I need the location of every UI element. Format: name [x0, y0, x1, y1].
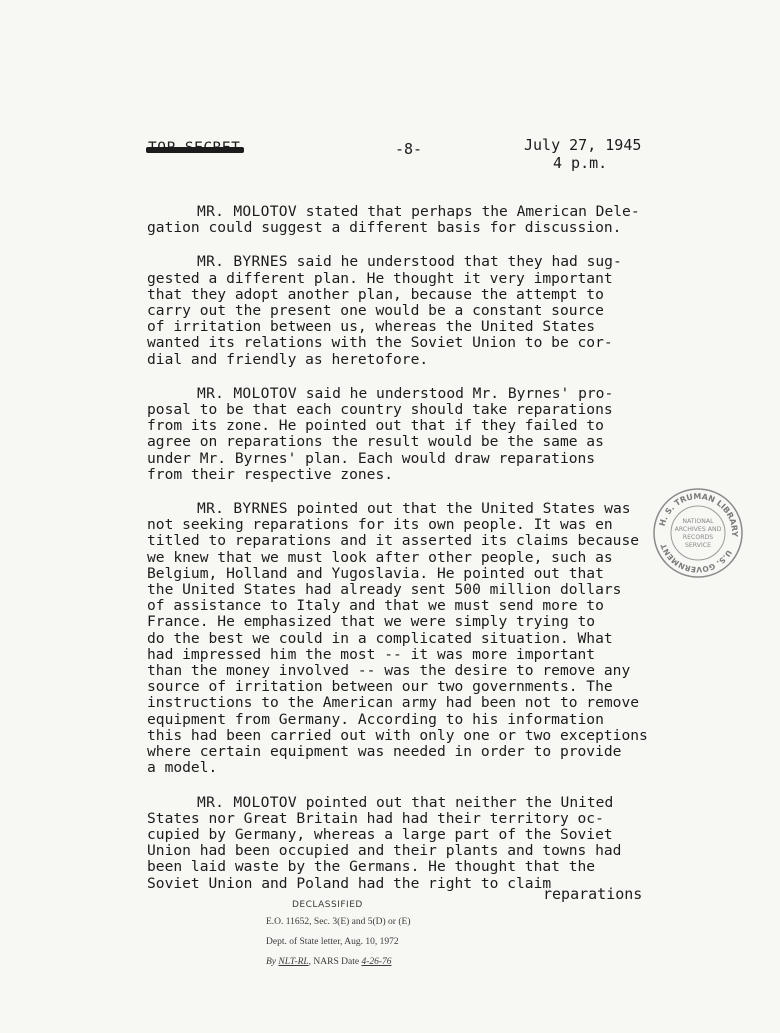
paragraph-text: said he understood that they had sug- gested a different plan. He thought it very important that they adopt another plan, because the attempt to carry out the present one would be a constant source of irritation between us, whereas the United States wanted its relations with the Soviet Union to be cor- dial and friendly as heretofore.: [147, 253, 622, 368]
time-text: 4 p.m.: [553, 154, 608, 172]
meeting-date: [524, 136, 641, 172]
declass-by-value: NLT-RL: [278, 957, 309, 967]
paragraph-4: [147, 501, 707, 776]
paragraph-3: [147, 386, 707, 483]
speaker-name: MR. BYRNES: [197, 500, 288, 518]
page-header: [0, 136, 780, 176]
declass-authority: E.O. 11652, Sec. 3(E) and 5(D) or (E): [266, 917, 411, 927]
paragraph-1: [147, 204, 707, 236]
declass-by-label: By: [266, 957, 277, 967]
speaker-name: MR. MOLOTOV: [197, 793, 297, 811]
paragraph-text: pointed out that neither the United States nor Great Britain had had their territory oc- cupied by Germany, whereas a large part of the Soviet Union had been occupied and their plants and towns had been laid waste by the Germans. He thought that the Soviet Union and Poland had the right to claim: [147, 793, 622, 892]
declass-letter: Dept. of State letter, Aug. 10, 1972: [266, 937, 399, 947]
seal-line: SERVICE: [684, 542, 712, 549]
paragraph-text: pointed out that the United States was not seeking reparations for its own people. It was en titled to reparations and it asserted its claims because we knew that we must look after other people, such as Belgium, Holland and Yugoslavia. He pointed out that the United States had already sent 500 million dollars of assistance to Italy and that we must send more to France. He emphasized that we were simply trying to do the best we could in a complicated situation. What had impressed him the most -- it was more important than the money involved -- was the desire to remove any source of irritation between our two governments. The instructions to the American army had been not to remove equipment from Germany. According to his information this had been carried out with only one or two exceptions where certain equipment was needed in order to provide a model.: [147, 500, 648, 777]
paragraph-text: said he understood Mr. Byrnes' pro- posal to be that each country should take reparations from its zone. He pointed out that if they failed to agree on reparations the result would be the same as under Mr. Byrnes' plan. Each would draw reparations from their respective zones.: [147, 384, 614, 483]
page-number: -8-: [395, 140, 423, 158]
declass-title: DECLASSIFIED: [292, 900, 363, 910]
speaker-name: MR. BYRNES: [197, 253, 288, 271]
library-seal-stamp: [652, 487, 744, 579]
minutes-body: [147, 204, 707, 910]
speaker-name: MR. MOLOTOV: [197, 384, 297, 402]
catchword: reparations: [543, 885, 643, 903]
seal-line: ARCHIVES AND: [674, 526, 722, 533]
paragraph-text: stated that perhaps the American Dele- gation could suggest a different basis for discussion.: [147, 203, 640, 237]
paragraph-5: [147, 795, 707, 892]
declass-date-value: 4-26-76: [361, 957, 392, 967]
seal-line: RECORDS: [682, 534, 714, 541]
seal-line: NATIONAL: [682, 518, 714, 525]
seal-ring-text-lower: U.S. GOVERNMENT: [658, 542, 734, 575]
paragraph-2: [147, 254, 707, 367]
speaker-name: MR. MOLOTOV: [197, 203, 297, 220]
declassification-stamp: [266, 898, 496, 972]
date-text: July 27, 1945: [524, 136, 642, 154]
classification-strikeout: [146, 147, 244, 153]
declass-agency: NARS Date: [313, 957, 360, 967]
classification-marking: [148, 140, 240, 156]
declass-signoff: By NLT-RL, NARS Date 4-26-76: [266, 957, 392, 967]
seal-ring-text: H. S. TRUMAN LIBRARY: [657, 491, 740, 537]
